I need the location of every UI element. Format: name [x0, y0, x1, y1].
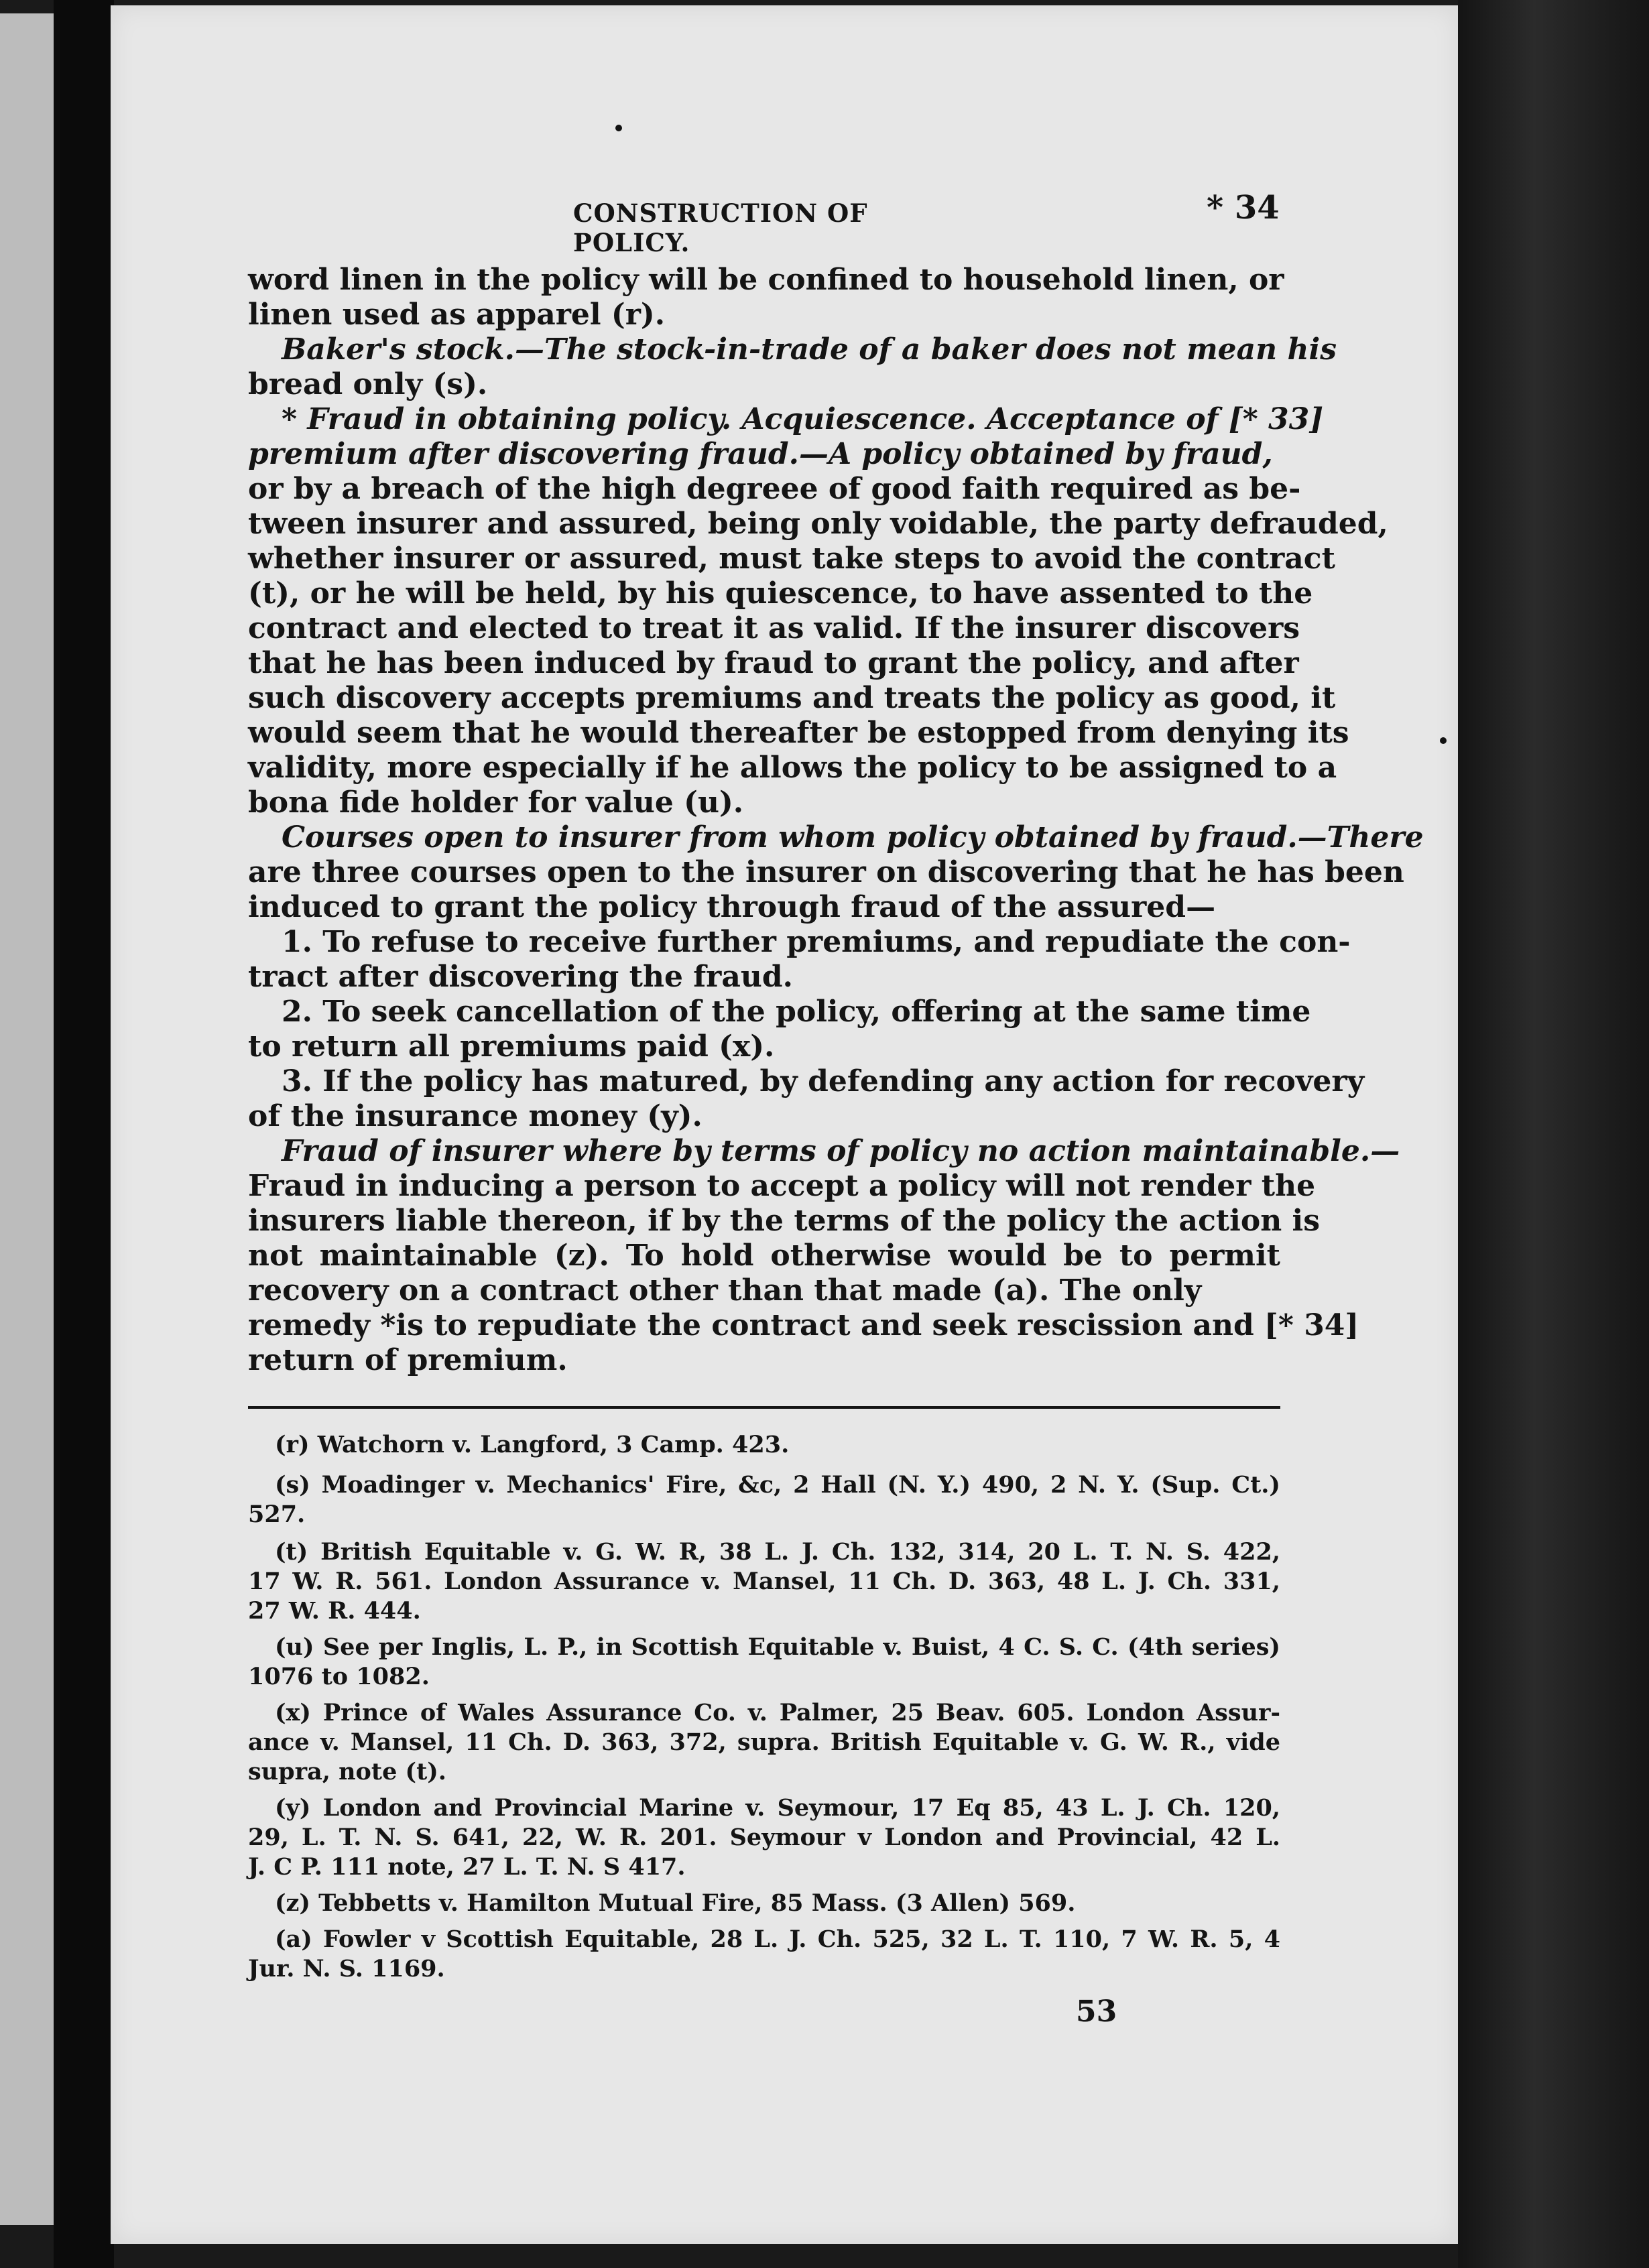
body-line: return of premium.: [248, 1343, 568, 1377]
footnote-line: supra, note (t).: [248, 1758, 446, 1785]
footnote-y: (y) London and Provincial Marine v. Seymour, 17 Eq 85, 43 L. J. Ch. 120,: [275, 1794, 1280, 1822]
scan-speck: [615, 125, 622, 131]
section-heading-courses-open: Courses open to insurer from whom policy obtained by fraud.—There: [282, 820, 1424, 855]
footnote-rule: [248, 1406, 1280, 1409]
body-line: bona fide holder for value (u).: [248, 785, 744, 820]
body-line: such discovery accepts premiums and treats the policy as good, it: [248, 681, 1336, 715]
page-marker: * 34: [1207, 189, 1280, 227]
footnote-line: 17 W. R. 561. London Assurance v. Mansel, 11 Ch. D. 363, 48 L. J. Ch. 331,: [248, 1568, 1280, 1595]
body-line: recovery on a contract other than that made (a). The only: [248, 1273, 1202, 1308]
footnote-line: 1076 to 1082.: [248, 1663, 430, 1690]
footnote-x: (x) Prince of Wales Assurance Co. v. Palmer, 25 Beav. 605. London Assur-: [275, 1699, 1280, 1726]
footnote-line: 29, L. T. N. S. 641, 22, W. R. 201. Seymour v London and Provincial, 42 L.: [248, 1824, 1280, 1851]
body-line: are three courses open to the insurer on discovering that he has been: [248, 855, 1404, 889]
section-heading-fraud-of-insurer: Fraud of insurer where by terms of policy no action maintainable.—: [282, 1134, 1400, 1168]
body-line: validity, more especially if he allows the policy to be assigned to a: [248, 751, 1337, 785]
body-line: bread only (s).: [248, 367, 488, 401]
body-line: of the insurance money (y).: [248, 1099, 703, 1133]
footnote-r: (r) Watchorn v. Langford, 3 Camp. 423.: [275, 1431, 790, 1458]
body-line: or by a breach of the high degreee of good faith required as be-: [248, 472, 1301, 506]
list-item-1: 1. To refuse to receive further premiums, and repudiate the con-: [282, 925, 1351, 959]
scan-speck: [1440, 737, 1447, 744]
footnote-line: J. C P. 111 note, 27 L. T. N. S 417.: [248, 1853, 686, 1881]
footnote-line: 27 W. R. 444.: [248, 1597, 421, 1625]
footnote-line: 527.: [248, 1501, 306, 1528]
body-line: to return all premiums paid (x).: [248, 1029, 775, 1064]
body-line: that he has been induced by fraud to grant the policy, and after: [248, 646, 1299, 680]
body-line: not maintainable (z). To hold otherwise would be to permit: [248, 1239, 1280, 1273]
footnote-t: (t) British Equitable v. G. W. R, 38 L. J. Ch. 132, 314, 20 L. T. N. S. 422,: [275, 1538, 1280, 1566]
adjacent-page-edge: [0, 13, 54, 2225]
footnote-line: ance v. Mansel, 11 Ch. D. 363, 372, supra. British Equitable v. G. W. R., vide: [248, 1728, 1280, 1756]
section-heading-bakers-stock: Baker's stock.—The stock-in-trade of a baker does not mean his: [282, 332, 1337, 367]
section-heading-fraud: * Fraud in obtaining policy. Acquiescence. Acceptance of [* 33]: [282, 402, 1324, 436]
footnote-line: Jur. N. S. 1169.: [248, 1955, 445, 1982]
body-line: premium after discovering fraud.—A policy obtained by fraud,: [248, 437, 1273, 471]
running-head: CONSTRUCTION OF POLICY.: [573, 198, 868, 257]
book-gutter: [54, 0, 114, 2268]
body-line: whether insurer or assured, must take steps to avoid the contract: [248, 542, 1335, 576]
body-line: linen used as apparel (r).: [248, 298, 666, 332]
footnote-a: (a) Fowler v Scottish Equitable, 28 L. J. Ch. 525, 32 L. T. 110, 7 W. R. 5, 4: [275, 1926, 1280, 1953]
footnote-z: (z) Tebbetts v. Hamilton Mutual Fire, 85 Mass. (3 Allen) 569.: [275, 1889, 1076, 1917]
body-line: induced to grant the policy through fraud of the assured—: [248, 890, 1216, 924]
list-item-3: 3. If the policy has matured, by defending any action for recovery: [282, 1064, 1365, 1098]
body-line: remedy *is to repudiate the contract and seek rescission and [* 34]: [248, 1308, 1359, 1342]
body-line: Fraud in inducing a person to accept a policy will not render the: [248, 1169, 1316, 1203]
scan-background: [1458, 0, 1649, 2268]
page-number: 53: [1076, 1995, 1117, 2029]
body-line: tween insurer and assured, being only voidable, the party defrauded,: [248, 507, 1388, 541]
body-line: word linen in the policy will be confined to household linen, or: [248, 263, 1284, 297]
body-line: (t), or he will be held, by his quiescence, to have assented to the: [248, 576, 1313, 611]
body-line: insurers liable thereon, if by the terms of the policy the action is: [248, 1204, 1321, 1238]
body-line: would seem that he would thereafter be estopped from denying its: [248, 716, 1349, 750]
list-item-2: 2. To seek cancellation of the policy, offering at the same time: [282, 995, 1311, 1029]
body-line: contract and elected to treat it as valid. If the insurer discovers: [248, 611, 1300, 645]
footnote-u: (u) See per Inglis, L. P., in Scottish Equitable v. Buist, 4 C. S. C. (4th series): [275, 1633, 1280, 1661]
body-line: tract after discovering the fraud.: [248, 960, 793, 994]
footnote-s: (s) Moadinger v. Mechanics' Fire, &c, 2 Hall (N. Y.) 490, 2 N. Y. (Sup. Ct.): [275, 1471, 1280, 1499]
